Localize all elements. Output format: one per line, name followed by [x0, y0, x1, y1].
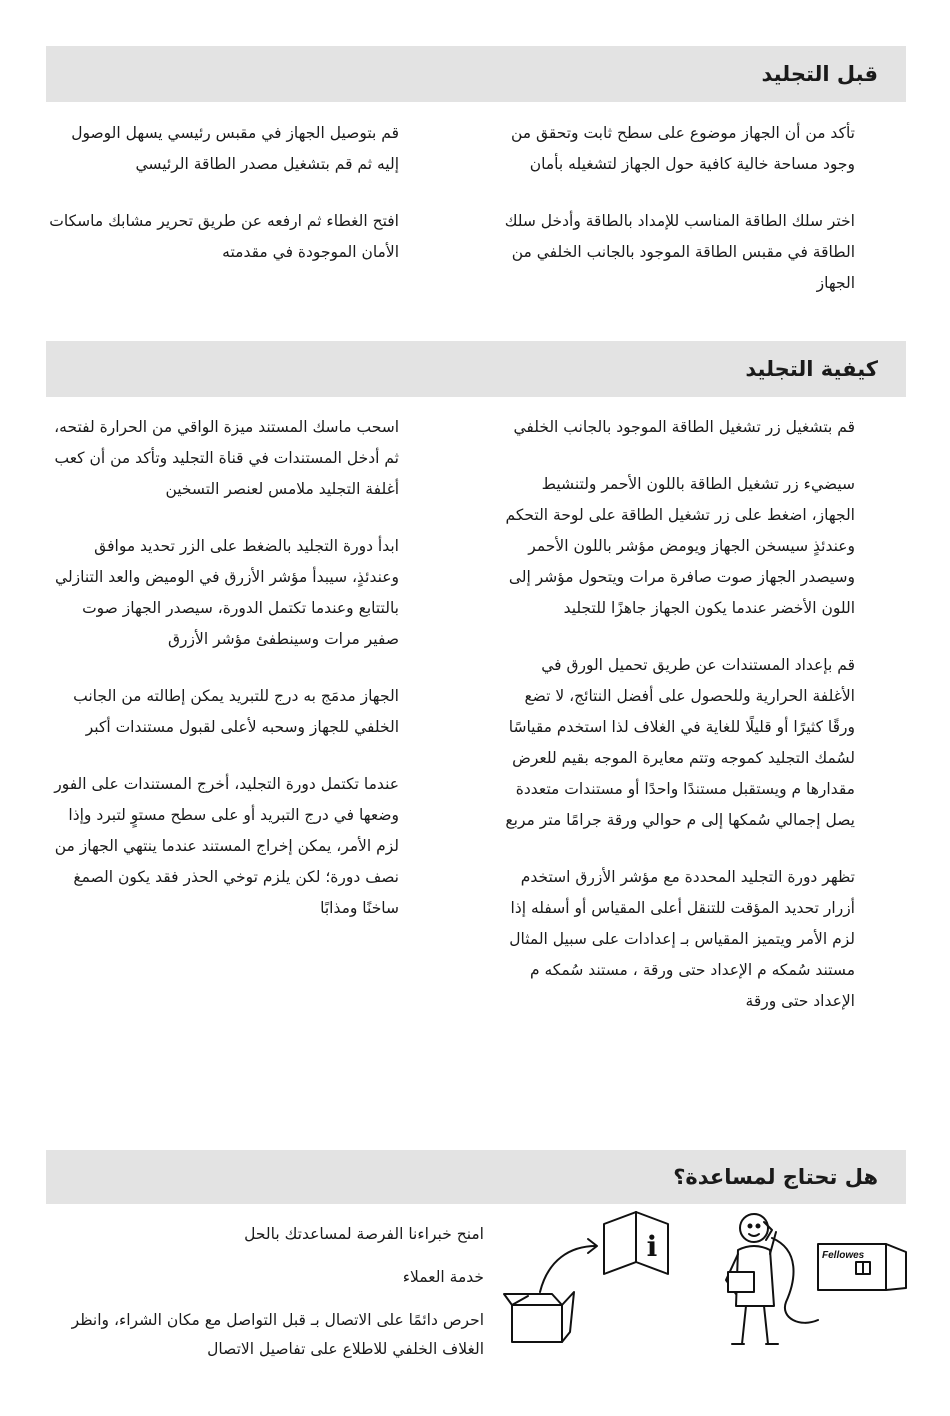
- paragraph: قم بتشغيل زر تشغيل الطاقة الموجود بالجانب الخلفي: [513, 418, 855, 436]
- help-text: [70, 1220, 484, 1378]
- paragraph: اختر سلك الطاقة المناسب للإمداد بالطاقة وأدخل سلك الطاقة في مقبس الطاقة الموجود بالجانب الخلفي من الجهاز: [504, 212, 855, 292]
- help-line: احرص دائمًا على الاتصال بـ قبل التواصل مع مكان الشراء، وانظر الغلاف الخلفي للاطلاع على تفاصيل الاتصال: [71, 1311, 484, 1358]
- box-icon: [504, 1292, 574, 1342]
- how-left-column: [46, 412, 399, 950]
- paragraph: عندما تكتمل دورة التجليد، أخرج المستندات على الفور وضعها في درج التبريد أو على سطح مستوٍ لتبرد وإذا لزم الأمر، يمكن إخراج المستند عندما ينتهي الجهاز من نصف دورة؛ لكن يلزم توخي الحذر فقد يكون الصمغ ساخنًا ومذابًا: [54, 775, 399, 917]
- paragraph: قم بتوصيل الجهاز في مقبس رئيسي يسهل الوصول إليه ثم قم بتشغيل مصدر الطاقة الرئيسي: [71, 124, 399, 173]
- paragraph: الجهاز مدمَج به درج للتبريد يمكن إطالته من الجانب الخلفي للجهاز وسحبه لأعلى لقبول مستندات أكبر: [73, 687, 399, 736]
- how-right-column: [498, 412, 855, 1043]
- section-title: كيفية التجليد: [745, 357, 878, 381]
- info-book-icon: [604, 1212, 668, 1274]
- section-title: هل تحتاج لمساعدة؟: [673, 1165, 878, 1189]
- paragraph: سيضيء زر تشغيل الطاقة باللون الأحمر ولتنشيط الجهاز، اضغط على زر تشغيل الطاقة على لوحة التحكم وعندئذٍ سيسخن الجهاز ويومض مؤشر باللون الأحمر وسيصدر الجهاز صوت صافرة مرات ويتحول مؤشر إلى اللون الأخضر عندما يكون الجهاز جاهزًا للتجليد: [505, 475, 855, 617]
- help-illustration: [500, 1210, 920, 1360]
- section-header-before-binding: [46, 46, 906, 102]
- paragraph: قم بإعداد المستندات عن طريق تحميل الورق في الأغلفة الحرارية وللحصول على أفضل النتائج، لا تضع ورقًا كثيرًا أو قليلًا للغاية في الغلاف لذا استخدم مقياسًا لسُمك التجليد كموجه وتتم معايرة الموجه بقيم للعرض مقدارها م ويستقبل مستندًا واحدًا أو مستندات متعددة يصل إجمالي سُمكها إلى م حوالي ورقة جرامًا متر مربع: [505, 656, 855, 829]
- arrow-icon: [540, 1239, 597, 1292]
- paragraph: تظهر دورة التجليد المحددة مع مؤشر الأزرق استخدم أزرار تحديد المؤقت للتنقل أعلى المقياس أو أسفله إذا لزم الأمر ويتميز المقياس بـ إعدادات على سبيل المثال مستند سُمكه م الإعداد حتى ورقة ، مستند سُمكه م الإعداد حتى ورقة: [509, 868, 855, 1010]
- info-letter: i: [646, 1230, 658, 1263]
- section-header-how-to-bind: [46, 341, 906, 397]
- help-line: خدمة العملاء: [402, 1268, 484, 1286]
- paragraph: ابدأ دورة التجليد بالضغط على الزر تحديد موافق وعندئذٍ، سيبدأ مؤشر الأزرق في الوميض والعد التنازلي بالتتابع وعندما تكتمل الدورة، سيصدر الجهاز صوت صفير مرات وسينطفئ مؤشر الأزرق: [55, 537, 399, 648]
- person-icon: [726, 1214, 818, 1344]
- brand-logo: Fellowes: [822, 1250, 865, 1261]
- before-left-column: [46, 118, 399, 294]
- section-header-need-help: [46, 1150, 906, 1204]
- help-line: امنح خبراءنا الفرصة لمساعدتك بالحل: [244, 1225, 484, 1243]
- paragraph: افتح الغطاء ثم ارفعه عن طريق تحرير مشابك ماسكات الأمان الموجودة في مقدمته: [49, 212, 399, 261]
- before-right-column: [498, 118, 855, 325]
- paragraph: اسحب ماسك المستند ميزة الواقي من الحرارة لفتحه، ثم أدخل المستندات في قناة التجليد وتأكد من أن كعب أغلفة التجليد ملامس لعنصر التسخين: [54, 418, 399, 498]
- section-title: قبل التجليد: [761, 62, 878, 86]
- paragraph: تأكد من أن الجهاز موضوع على سطح ثابت وتحقق من وجود مساحة خالية كافية حول الجهاز لتشغيله بأمان: [510, 124, 855, 173]
